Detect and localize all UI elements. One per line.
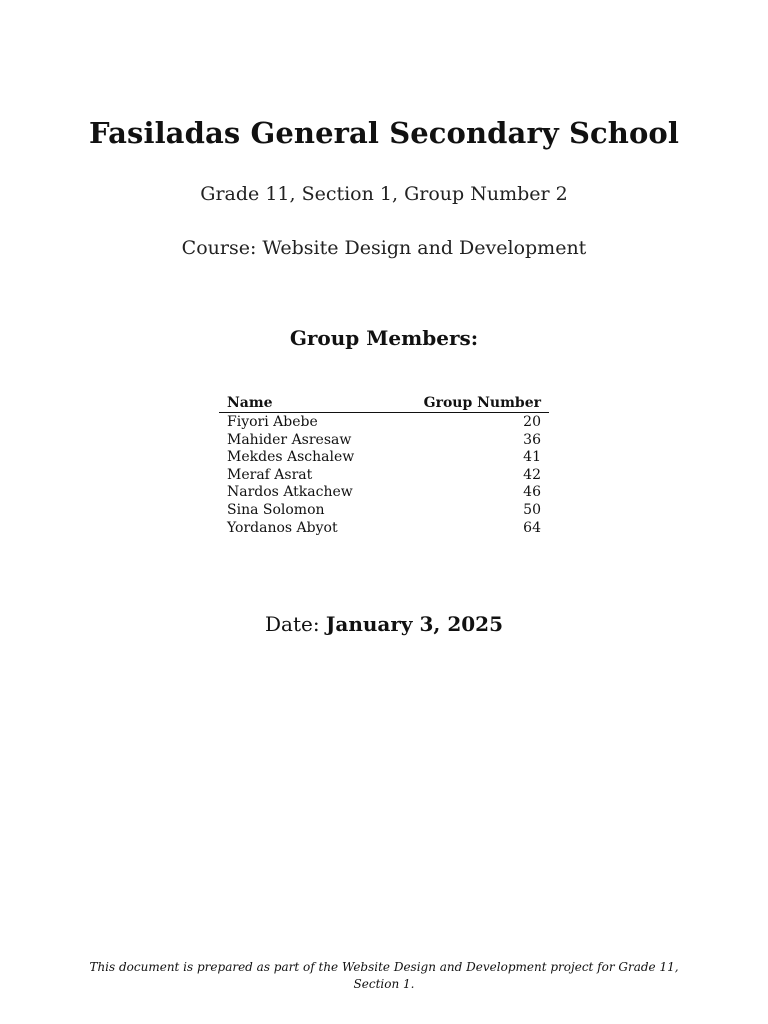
member-number: 20 (523, 414, 541, 430)
member-name: Yordanos Abyot (227, 519, 338, 536)
course-line: Course: Website Design and Development (181, 237, 587, 259)
member-name: Meraf Asrat (227, 466, 313, 483)
table-row (219, 432, 549, 450)
member-number: 41 (523, 449, 541, 466)
footer-note: This document is prepared as part of the Website Design and Development project for Grade 11, Section 1. (89, 960, 679, 991)
member-name: Nardos Atkachew (227, 484, 353, 501)
table-row (219, 520, 549, 538)
member-number: 42 (523, 466, 541, 483)
table-row (219, 484, 549, 502)
member-name: Mekdes Aschalew (227, 449, 355, 466)
group-members-heading: Group Members: (289, 326, 479, 350)
table-row (219, 502, 549, 520)
member-number: 64 (523, 519, 541, 536)
table-header-row (219, 394, 549, 413)
member-name: Fiyori Abebe (227, 414, 318, 430)
school-title: Fasiladas General Secondary School (89, 116, 679, 150)
column-header-name: Name (227, 395, 273, 411)
grade-section-line: Grade 11, Section 1, Group Number 2 (200, 183, 568, 205)
member-number: 46 (523, 484, 541, 501)
table-row (219, 449, 549, 467)
member-number: 50 (523, 501, 541, 518)
date-label: Date: (264, 612, 320, 636)
date-line (0, 612, 768, 636)
members-table (219, 394, 549, 537)
member-name: Sina Solomon (227, 501, 325, 518)
table-row (219, 467, 549, 485)
column-header-group-number: Group Number (423, 395, 541, 411)
member-number: 36 (523, 431, 541, 448)
table-row (219, 414, 549, 432)
date-value: January 3, 2025 (325, 612, 504, 636)
member-name: Mahider Asresaw (227, 431, 352, 448)
